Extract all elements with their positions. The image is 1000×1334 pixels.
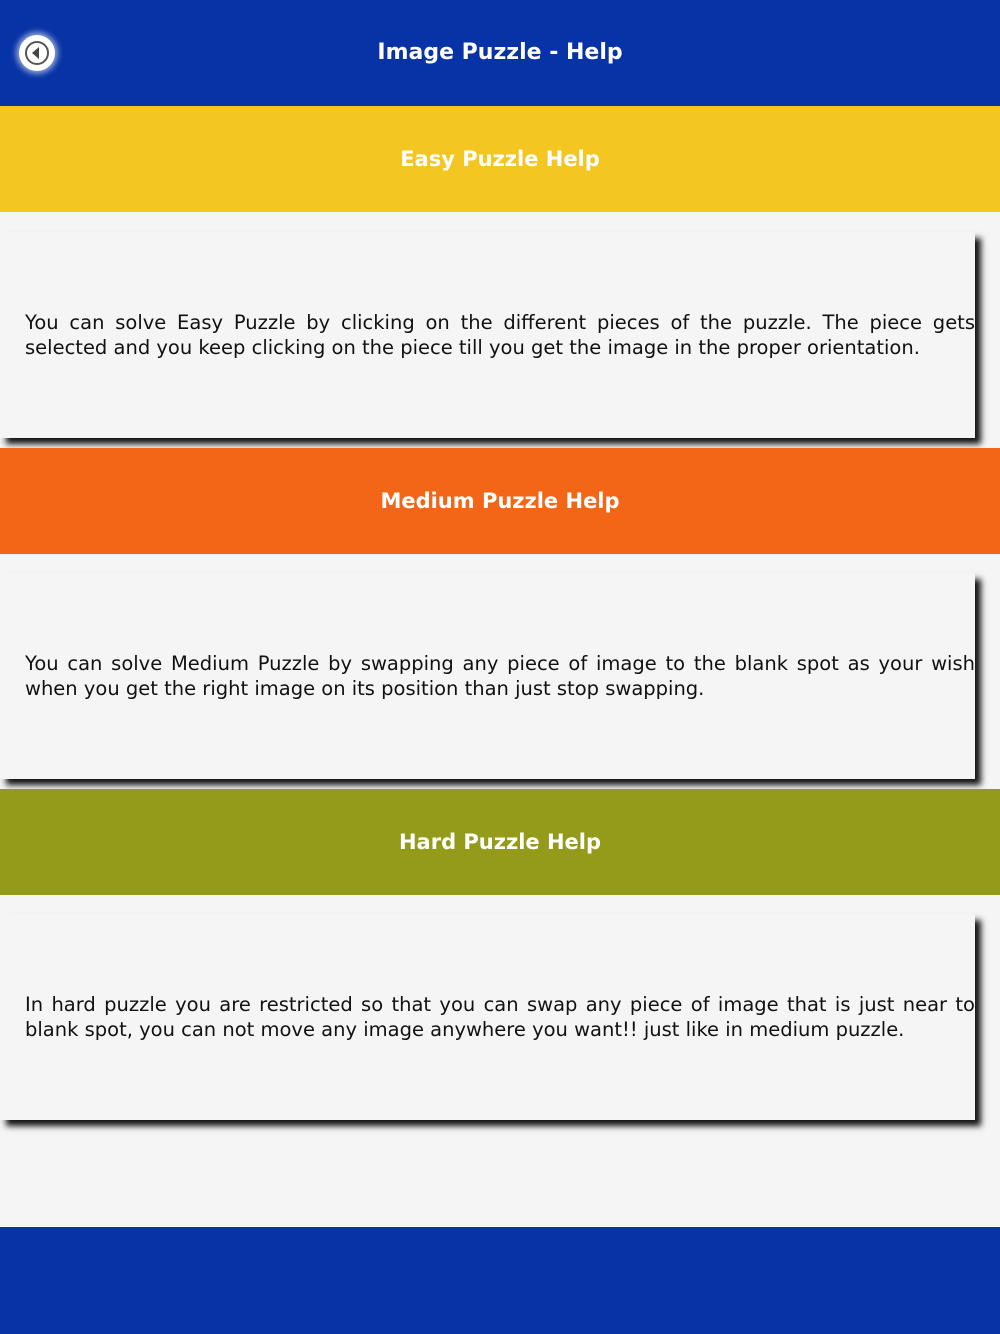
hard-section-header: Hard Puzzle Help <box>0 789 1000 895</box>
easy-section-header: Easy Puzzle Help <box>0 106 1000 212</box>
easy-help-text: You can solve Easy Puzzle by clicking on the different pieces of the puzzle. The piece gets selected and you keep clicking on the piece till you get the image in the proper orientation. <box>25 311 975 359</box>
medium-help-text: You can solve Medium Puzzle by swapping any piece of image to the blank spot as your wish when you get the right image on its position than just stop swapping. <box>25 652 975 700</box>
medium-section-header: Medium Puzzle Help <box>0 448 1000 554</box>
bottom-bar <box>0 1227 1000 1334</box>
hard-help-card <box>0 914 975 1120</box>
hard-help-text: In hard puzzle you are restricted so that you can swap any piece of image that is just near to blank spot, you can not move any image anywhere you want!! just like in medium puzzle. <box>25 993 975 1041</box>
top-bar <box>0 0 1000 106</box>
easy-help-card <box>0 232 975 438</box>
medium-help-card <box>0 573 975 779</box>
back-button[interactable] <box>19 35 55 71</box>
page-title: Image Puzzle - Help <box>377 40 623 65</box>
back-arrow-icon <box>24 40 50 66</box>
